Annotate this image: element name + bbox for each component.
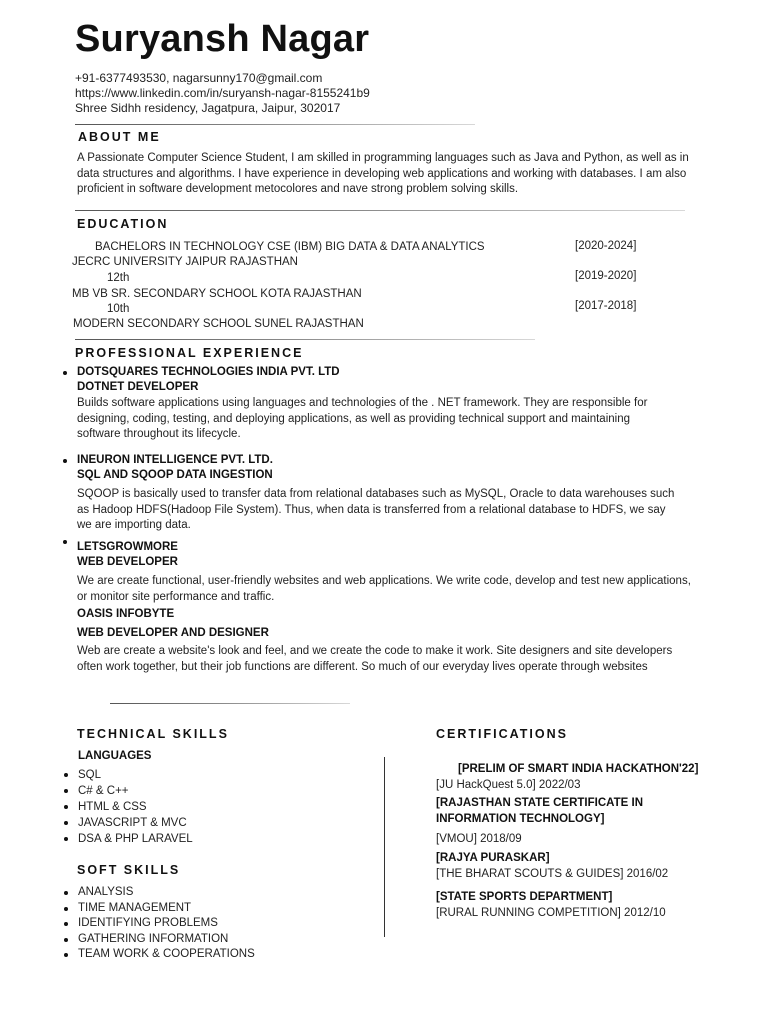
cert-sub-sports: [RURAL RUNNING COMPETITION] 2012/10 <box>436 907 666 919</box>
soft-skill-item: GATHERING INFORMATION <box>78 932 255 948</box>
job-role-dotsquares: DOTNET DEVELOPER <box>77 381 199 393</box>
language-item: DSA & PHP LARAVEL <box>78 833 193 845</box>
language-item: SQL <box>78 767 193 783</box>
soft-skills-title: SOFT SKILLS <box>77 863 181 877</box>
job-desc-letsgrowmore: We are create functional, user-friendly websites and web applications. We write code, develop and test new applications, or monitor site performance and traffic. <box>77 575 691 603</box>
contact-phone-email: +91-6377493530, nagarsunny170@gmail.com <box>75 71 323 85</box>
cert-head-rscit-2: INFORMATION TECHNOLOGY] <box>436 813 605 825</box>
column-divider <box>384 757 385 937</box>
job-role-letsgrowmore: WEB DEVELOPER <box>77 556 178 568</box>
education-school-mbvb: MB VB SR. SECONDARY SCHOOL KOTA RAJASTHAN <box>72 288 362 300</box>
languages-title: LANGUAGES <box>78 750 152 762</box>
job-company-oasis: OASIS INFOBYTE <box>77 608 175 620</box>
job-role-ineuron: SQL AND SQOOP DATA INGESTION <box>77 469 273 481</box>
soft-skill-item: TEAM WORK & COOPERATIONS <box>78 947 255 963</box>
cert-head-rajya: [RAJYA PURASKAR] <box>436 852 550 864</box>
job-desc-dotsquares: Builds software applications using languages and technologies of the . NET framework. They are responsible for designing, coding, testing, and deploying applications, as well as providing technical support and maintaining software throughout its lifecycle. <box>77 397 648 440</box>
education-divider <box>75 339 535 340</box>
language-item: JAVASCRIPT & MVC <box>78 815 193 831</box>
education-school-jecrc: JECRC UNIVERSITY JAIPUR RAJASTHAN <box>72 256 298 268</box>
job-desc-ineuron: SQOOP is basically used to transfer data from relational databases such as MySQL, Oracle to data warehouses such as Hadoop HDFS(Hadoop File System). Thus, when data is transferred from a relational database to HDFS, we say we are importing data. <box>77 488 675 531</box>
language-item: C# & C++ <box>78 783 193 799</box>
soft-skill-item: ANALYSIS <box>78 885 255 901</box>
soft-skills-list <box>78 885 255 963</box>
contact-address: Shree Sidhh residency, Jagatpura, Jaipur, 302017 <box>75 101 341 115</box>
cert-sub-rajya: [THE BHARAT SCOUTS & GUIDES] 2016/02 <box>436 868 669 880</box>
cert-head-rscit: [RAJASTHAN STATE CERTIFICATE IN <box>436 797 643 809</box>
languages-list <box>78 767 193 847</box>
education-period-12th: [2019-2020] <box>575 270 637 282</box>
job-company-letsgrowmore: LETSGROWMORE <box>77 541 178 553</box>
education-period-btech: [2020-2024] <box>575 240 637 252</box>
experience-bullet <box>63 540 67 544</box>
education-title: EDUCATION <box>77 217 169 231</box>
soft-skill-item: IDENTIFYING PROBLEMS <box>78 916 255 932</box>
education-degree-btech: BACHELORS IN TECHNOLOGY CSE (IBM) BIG DATA & DATA ANALYTICS <box>95 241 485 253</box>
experience-title: PROFESSIONAL EXPERIENCE <box>75 346 304 360</box>
job-desc-oasis: Web are create a website's look and feel, and we create the code to make it work. Site designers and site developers often work together, but their job functions are different. So much of our everyday lives operate through websites <box>77 645 673 673</box>
job-role-oasis: WEB DEVELOPER AND DESIGNER <box>77 627 269 639</box>
cert-sub-sih: [JU HackQuest 5.0] 2022/03 <box>436 779 581 791</box>
education-school-modern: MODERN SECONDARY SCHOOL SUNEL RAJASTHAN <box>73 318 364 330</box>
language-item: HTML & CSS <box>78 799 193 815</box>
about-title: ABOUT ME <box>78 130 161 144</box>
job-company-ineuron: INEURON INTELLIGENCE PVT. LTD. <box>77 454 273 466</box>
cert-sub-rscit: [VMOU] 2018/09 <box>436 833 522 845</box>
cert-head-sports: [STATE SPORTS DEPARTMENT] <box>436 891 613 903</box>
contact-linkedin: https://www.linkedin.com/in/suryansh-nagar-8155241b9 <box>75 86 370 100</box>
header-divider <box>75 124 475 125</box>
certifications-title: CERTIFICATIONS <box>436 727 568 741</box>
about-divider <box>75 210 685 211</box>
education-degree-10th: 10th <box>107 303 130 315</box>
education-period-10th: [2017-2018] <box>575 300 637 312</box>
experience-bullet <box>63 371 67 375</box>
cert-head-sih: [PRELIM OF SMART INDIA HACKATHON'22] <box>458 763 699 775</box>
experience-divider <box>110 703 350 704</box>
soft-skill-item: TIME MANAGEMENT <box>78 901 255 917</box>
experience-bullet <box>63 459 67 463</box>
education-degree-12th: 12th <box>107 272 130 284</box>
skills-title: TECHNICAL SKILLS <box>77 727 229 741</box>
job-company-dotsquares: DOTSQUARES TECHNOLOGIES INDIA PVT. LTD <box>77 366 340 378</box>
candidate-name: Suryansh Nagar <box>75 18 370 60</box>
about-text: A Passionate Computer Science Student, I am skilled in programming languages such as Java and Python, as well as in data structures and algorithms. I have experience in developing web applications and working with databases. I am also proficient in software development metocolores and nave strong problem solving skills. <box>77 152 689 195</box>
